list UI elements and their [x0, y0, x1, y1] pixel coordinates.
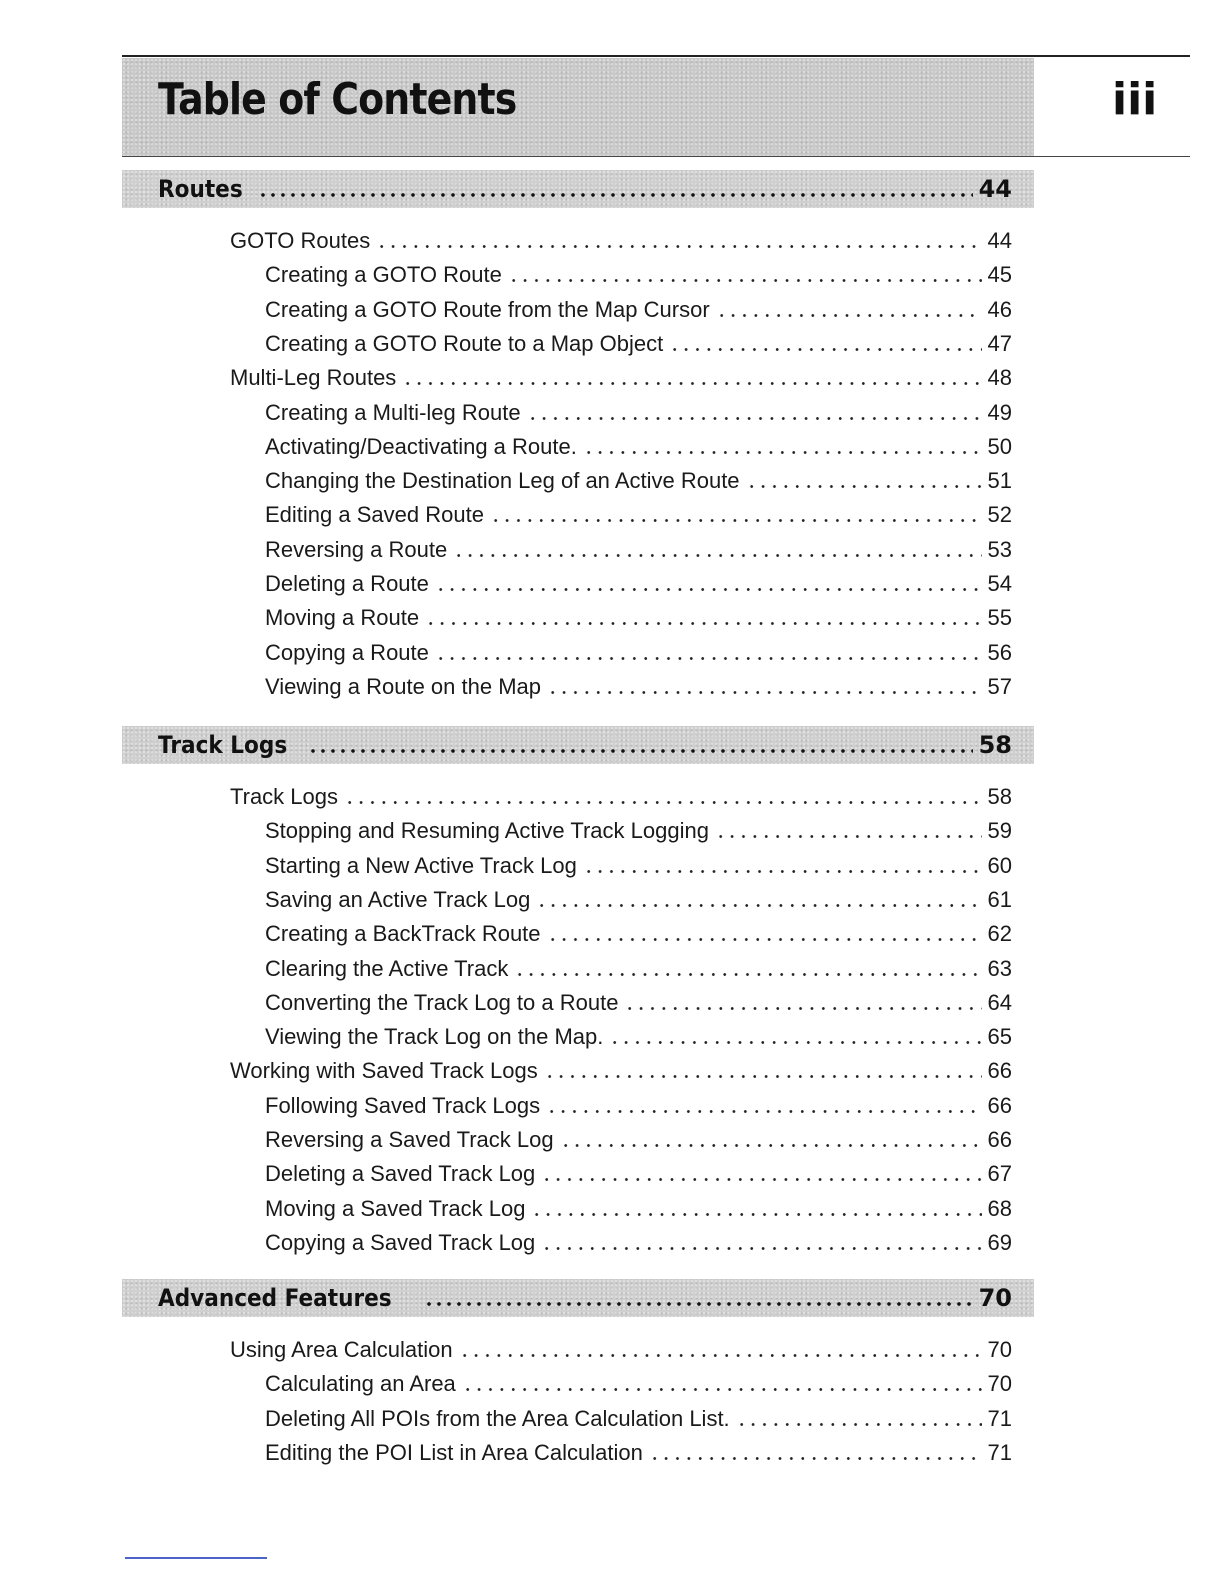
- dot-leader: [490, 519, 982, 522]
- toc-subentry[interactable]: [265, 293, 1012, 327]
- dot-leader: [435, 657, 982, 660]
- section-page-number: 70: [978, 1284, 1012, 1312]
- dot-leader: [609, 1041, 981, 1044]
- entry-page-number: 66: [987, 1058, 1012, 1084]
- dot-leader: [547, 691, 982, 694]
- entry-page-number: 70: [987, 1371, 1012, 1397]
- entry-page-number: 66: [987, 1127, 1012, 1152]
- entry-page-number: 56: [987, 639, 1012, 665]
- dot-leader: [669, 348, 981, 351]
- entry-title: Deleting All POIs from the Area Calculation List.: [265, 1405, 730, 1431]
- entry-title: Starting a New Active Track Log: [265, 852, 577, 878]
- entry-title: Creating a Multi-leg Route: [265, 399, 521, 425]
- dot-leader: [649, 1457, 982, 1460]
- toc-subentry[interactable]: [265, 952, 1012, 986]
- dot-leader: [514, 973, 981, 976]
- section-page-number: 58: [978, 731, 1012, 759]
- dot-leader: [624, 1007, 981, 1010]
- entry-page-number: 53: [987, 536, 1012, 562]
- dot-leader: [560, 1144, 982, 1147]
- dot-leader: [308, 749, 973, 753]
- dot-leader: [435, 588, 982, 591]
- entry-page-number: 66: [987, 1092, 1012, 1118]
- entry-title: Calculating an Area: [265, 1371, 456, 1397]
- entry-page-number: 55: [987, 605, 1012, 631]
- page-number: iii: [1112, 74, 1158, 125]
- entry-title: Copying a Saved Track Log: [265, 1229, 536, 1255]
- footer-line: [125, 1557, 267, 1559]
- toc-subentry[interactable]: [265, 430, 1012, 464]
- section-title: Track Logs: [158, 731, 288, 759]
- toc-entry[interactable]: [230, 1333, 1012, 1367]
- entry-title: Editing the POI List in Area Calculation: [265, 1439, 643, 1465]
- entry-page-number: 58: [987, 784, 1012, 809]
- entry-title: Converting the Track Log to a Route: [265, 989, 619, 1015]
- toc-subentry[interactable]: [265, 1192, 1012, 1226]
- dot-leader: [527, 417, 982, 420]
- toc-subentry[interactable]: [265, 1436, 1012, 1470]
- entry-title: Creating a GOTO Route to a Map Object: [265, 330, 664, 356]
- dot-leader: [546, 1110, 981, 1113]
- entry-title: Using Area Calculation: [230, 1337, 453, 1362]
- section-title: Routes: [158, 175, 243, 203]
- dot-leader: [376, 245, 981, 248]
- dot-leader: [402, 382, 981, 385]
- toc-subentry[interactable]: [265, 670, 1012, 704]
- entry-title: Viewing a Route on the Map: [265, 673, 541, 699]
- entry-page-number: 49: [987, 399, 1012, 425]
- toc-subentry[interactable]: [265, 601, 1012, 635]
- toc-subentry[interactable]: [265, 849, 1012, 883]
- entry-page-number: 54: [987, 571, 1012, 596]
- toc-subentry[interactable]: [265, 1402, 1012, 1436]
- header-rule-bottom: [122, 156, 1190, 157]
- entry-title: Moving a Route: [265, 605, 420, 631]
- toc-subentry[interactable]: [265, 1226, 1012, 1260]
- section-title: Advanced Features: [158, 1284, 392, 1312]
- section-heading[interactable]: [158, 1279, 1012, 1317]
- entry-title: Changing the Destination Leg of an Active Route: [265, 468, 740, 494]
- toc-subentry[interactable]: [265, 327, 1012, 361]
- entry-page-number: 48: [987, 365, 1012, 391]
- entry-page-number: 69: [987, 1229, 1012, 1255]
- entry-page-number: 65: [987, 1024, 1012, 1050]
- entry-title: Creating a BackTrack Route: [265, 921, 541, 947]
- toc-subentry[interactable]: [265, 986, 1012, 1020]
- entry-page-number: 68: [987, 1195, 1012, 1221]
- entry-title: Moving a Saved Track Log: [265, 1195, 526, 1221]
- toc-subentry[interactable]: [265, 1367, 1012, 1401]
- toc-entry[interactable]: [230, 780, 1012, 814]
- dot-leader: [344, 801, 982, 804]
- dot-leader: [258, 193, 973, 197]
- entry-page-number: 44: [987, 228, 1012, 253]
- toc-subentry[interactable]: [265, 1089, 1012, 1123]
- entry-page-number: 60: [987, 852, 1012, 878]
- toc-subentry[interactable]: [265, 258, 1012, 292]
- entry-page-number: 59: [987, 818, 1012, 844]
- entry-title: Copying a Route: [265, 639, 429, 665]
- entry-title: Deleting a Route: [265, 571, 429, 596]
- dot-leader: [424, 1302, 973, 1306]
- entry-title: Track Logs: [230, 784, 339, 809]
- dot-leader: [541, 1247, 981, 1250]
- header-rule-top: [122, 55, 1190, 57]
- entry-title: Creating a GOTO Route from the Map Cursor: [265, 296, 710, 322]
- entry-page-number: 64: [987, 989, 1012, 1015]
- entry-page-number: 51: [987, 468, 1012, 494]
- toc-subentry[interactable]: [265, 1123, 1012, 1157]
- toc-subentry[interactable]: [265, 498, 1012, 532]
- dot-leader: [536, 904, 981, 907]
- dot-leader: [746, 485, 982, 488]
- entry-page-number: 50: [987, 433, 1012, 459]
- toc-subentry[interactable]: [265, 636, 1012, 670]
- entry-page-number: 61: [987, 886, 1012, 912]
- toc-subentry[interactable]: [265, 533, 1012, 567]
- entry-page-number: 63: [987, 955, 1012, 981]
- entry-title: Creating a GOTO Route: [265, 262, 502, 288]
- entry-title: Viewing the Track Log on the Map.: [265, 1024, 604, 1050]
- dot-leader: [716, 314, 982, 317]
- page-title: Table of Contents: [158, 74, 517, 125]
- entry-title: Clearing the Active Track: [265, 955, 509, 981]
- entry-title: Stopping and Resuming Active Track Logging: [265, 818, 709, 844]
- dot-leader: [583, 451, 982, 454]
- dot-leader: [459, 1354, 982, 1357]
- entry-page-number: 70: [987, 1337, 1012, 1362]
- entry-title: Working with Saved Track Logs: [230, 1058, 538, 1084]
- toc-entry[interactable]: [230, 361, 1012, 395]
- toc-subentry[interactable]: [265, 567, 1012, 601]
- entry-title: Deleting a Saved Track Log: [265, 1161, 536, 1187]
- dot-leader: [508, 279, 982, 282]
- toc-subentry[interactable]: [265, 814, 1012, 848]
- entry-title: Following Saved Track Logs: [265, 1092, 541, 1118]
- dot-leader: [425, 622, 981, 625]
- entry-page-number: 45: [987, 262, 1012, 288]
- dot-leader: [715, 835, 982, 838]
- entry-title: Reversing a Route: [265, 536, 448, 562]
- section-heading[interactable]: [158, 170, 1012, 208]
- dot-leader: [583, 870, 982, 873]
- toc-subentry[interactable]: [265, 1020, 1012, 1054]
- entry-title: Reversing a Saved Track Log: [265, 1127, 554, 1152]
- dot-leader: [544, 1075, 982, 1078]
- entry-title: Saving an Active Track Log: [265, 886, 531, 912]
- entry-page-number: 71: [987, 1439, 1012, 1465]
- dot-leader: [547, 938, 982, 941]
- section-page-number: 44: [978, 175, 1012, 203]
- toc-subentry[interactable]: [265, 464, 1012, 498]
- toc-subentry[interactable]: [265, 917, 1012, 951]
- dot-leader: [462, 1388, 982, 1391]
- entry-title: Multi-Leg Routes: [230, 365, 397, 391]
- entry-page-number: 71: [987, 1405, 1012, 1431]
- toc-entry[interactable]: [230, 224, 1012, 258]
- toc-subentry[interactable]: [265, 883, 1012, 917]
- entry-title: Editing a Saved Route: [265, 502, 484, 528]
- entry-page-number: 62: [987, 921, 1012, 947]
- toc-subentry[interactable]: [265, 1157, 1012, 1191]
- entry-page-number: 52: [987, 502, 1012, 528]
- entry-title: GOTO Routes: [230, 228, 371, 253]
- toc-entry[interactable]: [230, 1054, 1012, 1088]
- section-heading[interactable]: [158, 726, 1012, 764]
- entry-page-number: 47: [987, 330, 1012, 356]
- entry-page-number: 67: [987, 1161, 1012, 1187]
- dot-leader: [736, 1423, 982, 1426]
- toc-subentry[interactable]: [265, 396, 1012, 430]
- entry-title: Activating/Deactivating a Route.: [265, 433, 577, 459]
- dot-leader: [453, 554, 981, 557]
- entry-page-number: 46: [987, 296, 1012, 322]
- dot-leader: [531, 1213, 981, 1216]
- entry-page-number: 57: [987, 673, 1012, 699]
- dot-leader: [541, 1178, 981, 1181]
